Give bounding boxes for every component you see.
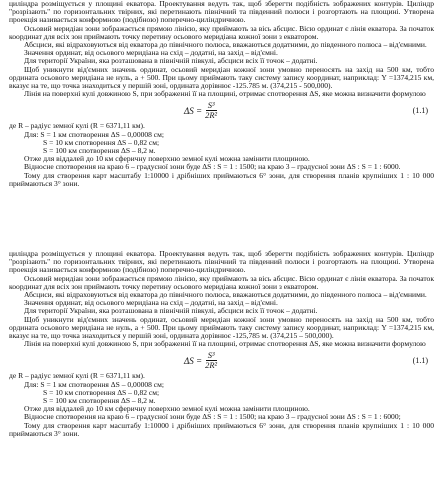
formula-lhs: ΔS =	[184, 105, 203, 116]
formula-numerator: S³	[207, 350, 215, 361]
equation-number: (1.1)	[412, 106, 428, 116]
paragraph: Щоб уникнути від'ємних значень ординат, осьовий меридіан кожної зони умовно переносять на захід на 500 км, тобто ордината осьового меридіана не нуль, а + 500. При цьому приймають таку систему запису координат, наприклад: Y =1374,215 км, вказує на те, що точка знаходиться у першій зоні, ордината дорівнює -125.785 м. (374,215 - 500,000).	[9, 64, 434, 91]
paragraph: Осьовий меридіан зони зображається прямою лінією, яку приймають за вісь абсцис. Вісю ординат є лінія екватора. За початок координат для всіх зон приймають точку перетину осьового меридіана кожної зони з екватором.	[9, 273, 434, 291]
paragraph: Отже для віддалей до 10 км сферичну поверхню земної кулі можна замінити площиною.	[24, 154, 310, 164]
section-second	[9, 250, 434, 438]
paragraph: циліндра розміщується у площині екватора. Проектування ведуть так, щоб зберегти подібність зображених контурів. Циліндр "розрізають" по горизонтальних твірних, які перетинають північний та південний полюси і розгортають на площині. Утворена проекція називається конформною (подібною) поперечно-циліндричною.	[9, 0, 434, 25]
paragraph: Щоб уникнути від'ємних значень ординат, осьовий меридіан кожної зони умовно переносять на захід на 500 км, тобто ордината осьового меридіана не нуль, а + 500. При цьому приймають таку систему запису координат, наприклад: Y =1374,215 км, вказує на те, що точка знаходиться у першій зоні, ордината дорівнює -125,785 м. (374,215 – 500,000).	[9, 314, 434, 341]
paragraph: Абсциси, які відраховуються від екватора до північного полюса, вважаються додатними, до південного полюса – від'ємними.	[24, 40, 427, 50]
paragraph: Отже для віддалей до 10 км сферичну поверхню земної кулі можна замінити площиною.	[24, 404, 310, 414]
paragraph: Для: S = 1 км спотворення ΔS – 0,00008 см;	[24, 379, 165, 389]
paragraph: циліндра розміщується у площині екватора. Проектування ведуть так, щоб зберегти подібність зображених контурів. Циліндр "розрізають" по горизонтальних твірних, які перетинають північний та південний полюси і розгортають на площині. Утворена проекція називається конформною (подібною) поперечно-циліндричною.	[9, 249, 434, 275]
formula-lhs: ΔS =	[184, 355, 203, 366]
paragraph: S = 10 км спотворення ΔS – 0,82 см;	[43, 137, 160, 147]
paragraph: Для території України, яка розташована в північній півкулі, абсциси всіх її точок – додатні.	[24, 306, 318, 316]
paragraph: Лінія на поверхні кулі довжиною S, при зображенні її на площині, отримає спотворення ΔS, яке можна визначити формулою	[24, 89, 426, 99]
paragraph: Значення ординат, від осьового меридіана на схід – додатні, на захід – від'ємні.	[24, 48, 278, 58]
formula-block	[9, 98, 434, 122]
paragraph: Осьовий меридіан зони зображається прямою лінією, яку приймають за вісь абсцис. Вісю ординат є лінія екватора. За початок координат для всіх зон приймають точку перетину осьового меридіана кожної зони з екватором.	[9, 23, 434, 41]
paragraph: S = 100 км спотворення ΔS – 8,2 м.	[43, 146, 156, 156]
formula-numerator: S³	[207, 100, 215, 111]
formula-denominator: 2R²	[205, 360, 218, 371]
formula-block	[9, 348, 434, 372]
paragraph: Відносне спотворення на краю 6 – градусної зони буде ΔS : S = 1 : 1500; на краю 3 – градусної зони ΔS : S = 1 : 6000;	[24, 412, 401, 422]
paragraph: Для території України, яка розташована в північній півкулі, абсциси всіх її точок – додатні.	[24, 56, 318, 66]
paragraph: Для: S = 1 км спотворення ΔS – 0,00008 см;	[24, 129, 165, 139]
paragraph: Тому для створення карт масштабу 1:10000 і дрібніших приймаються 6° зони, для створення планів крупніших 1 : 10 000 приймаються 3° зони.	[9, 170, 434, 188]
paragraph: де R – радіус земної кулі (R = 6371,11 км).	[9, 121, 145, 131]
formula-fraction	[205, 351, 217, 370]
paragraph: Лінія на поверхні кулі довжиною S, при зображенні її на площині, отримає спотворення ΔS, яке можна визначити формулою	[24, 339, 426, 349]
section-first	[9, 0, 434, 188]
equation-number: (1.1)	[412, 356, 428, 366]
paragraph: Значення ординат, від осьового меридіана на схід – додатні, на захід – від'ємні.	[24, 298, 278, 308]
paragraph: Тому для створення карт масштабу 1:10000 і дрібніших приймаються 6° зони, для створення планів крупніших 1 : 10 000 приймаються 3° зони.	[9, 420, 434, 438]
formula-fraction	[205, 101, 217, 120]
paragraph: S = 100 км спотворення ΔS – 8,2 м.	[43, 396, 156, 406]
paragraph: Абсциси, які відраховуються від екватора до північного полюса, вважаються додатними, до південного полюса – від'ємними.	[24, 290, 427, 300]
formula-denominator: 2R²	[205, 110, 218, 121]
paragraph: Відносне спотворення на краю 6 – градусної зони буде ΔS : S = 1 : 1500; на краю 3 – градусної зони ΔS : S = 1 : 6000.	[24, 162, 401, 172]
paragraph: S = 10 км спотворення ΔS – 0,82 см;	[43, 387, 160, 397]
paragraph: де R – радіус земної кулі (R = 6371,11 км).	[9, 371, 145, 381]
